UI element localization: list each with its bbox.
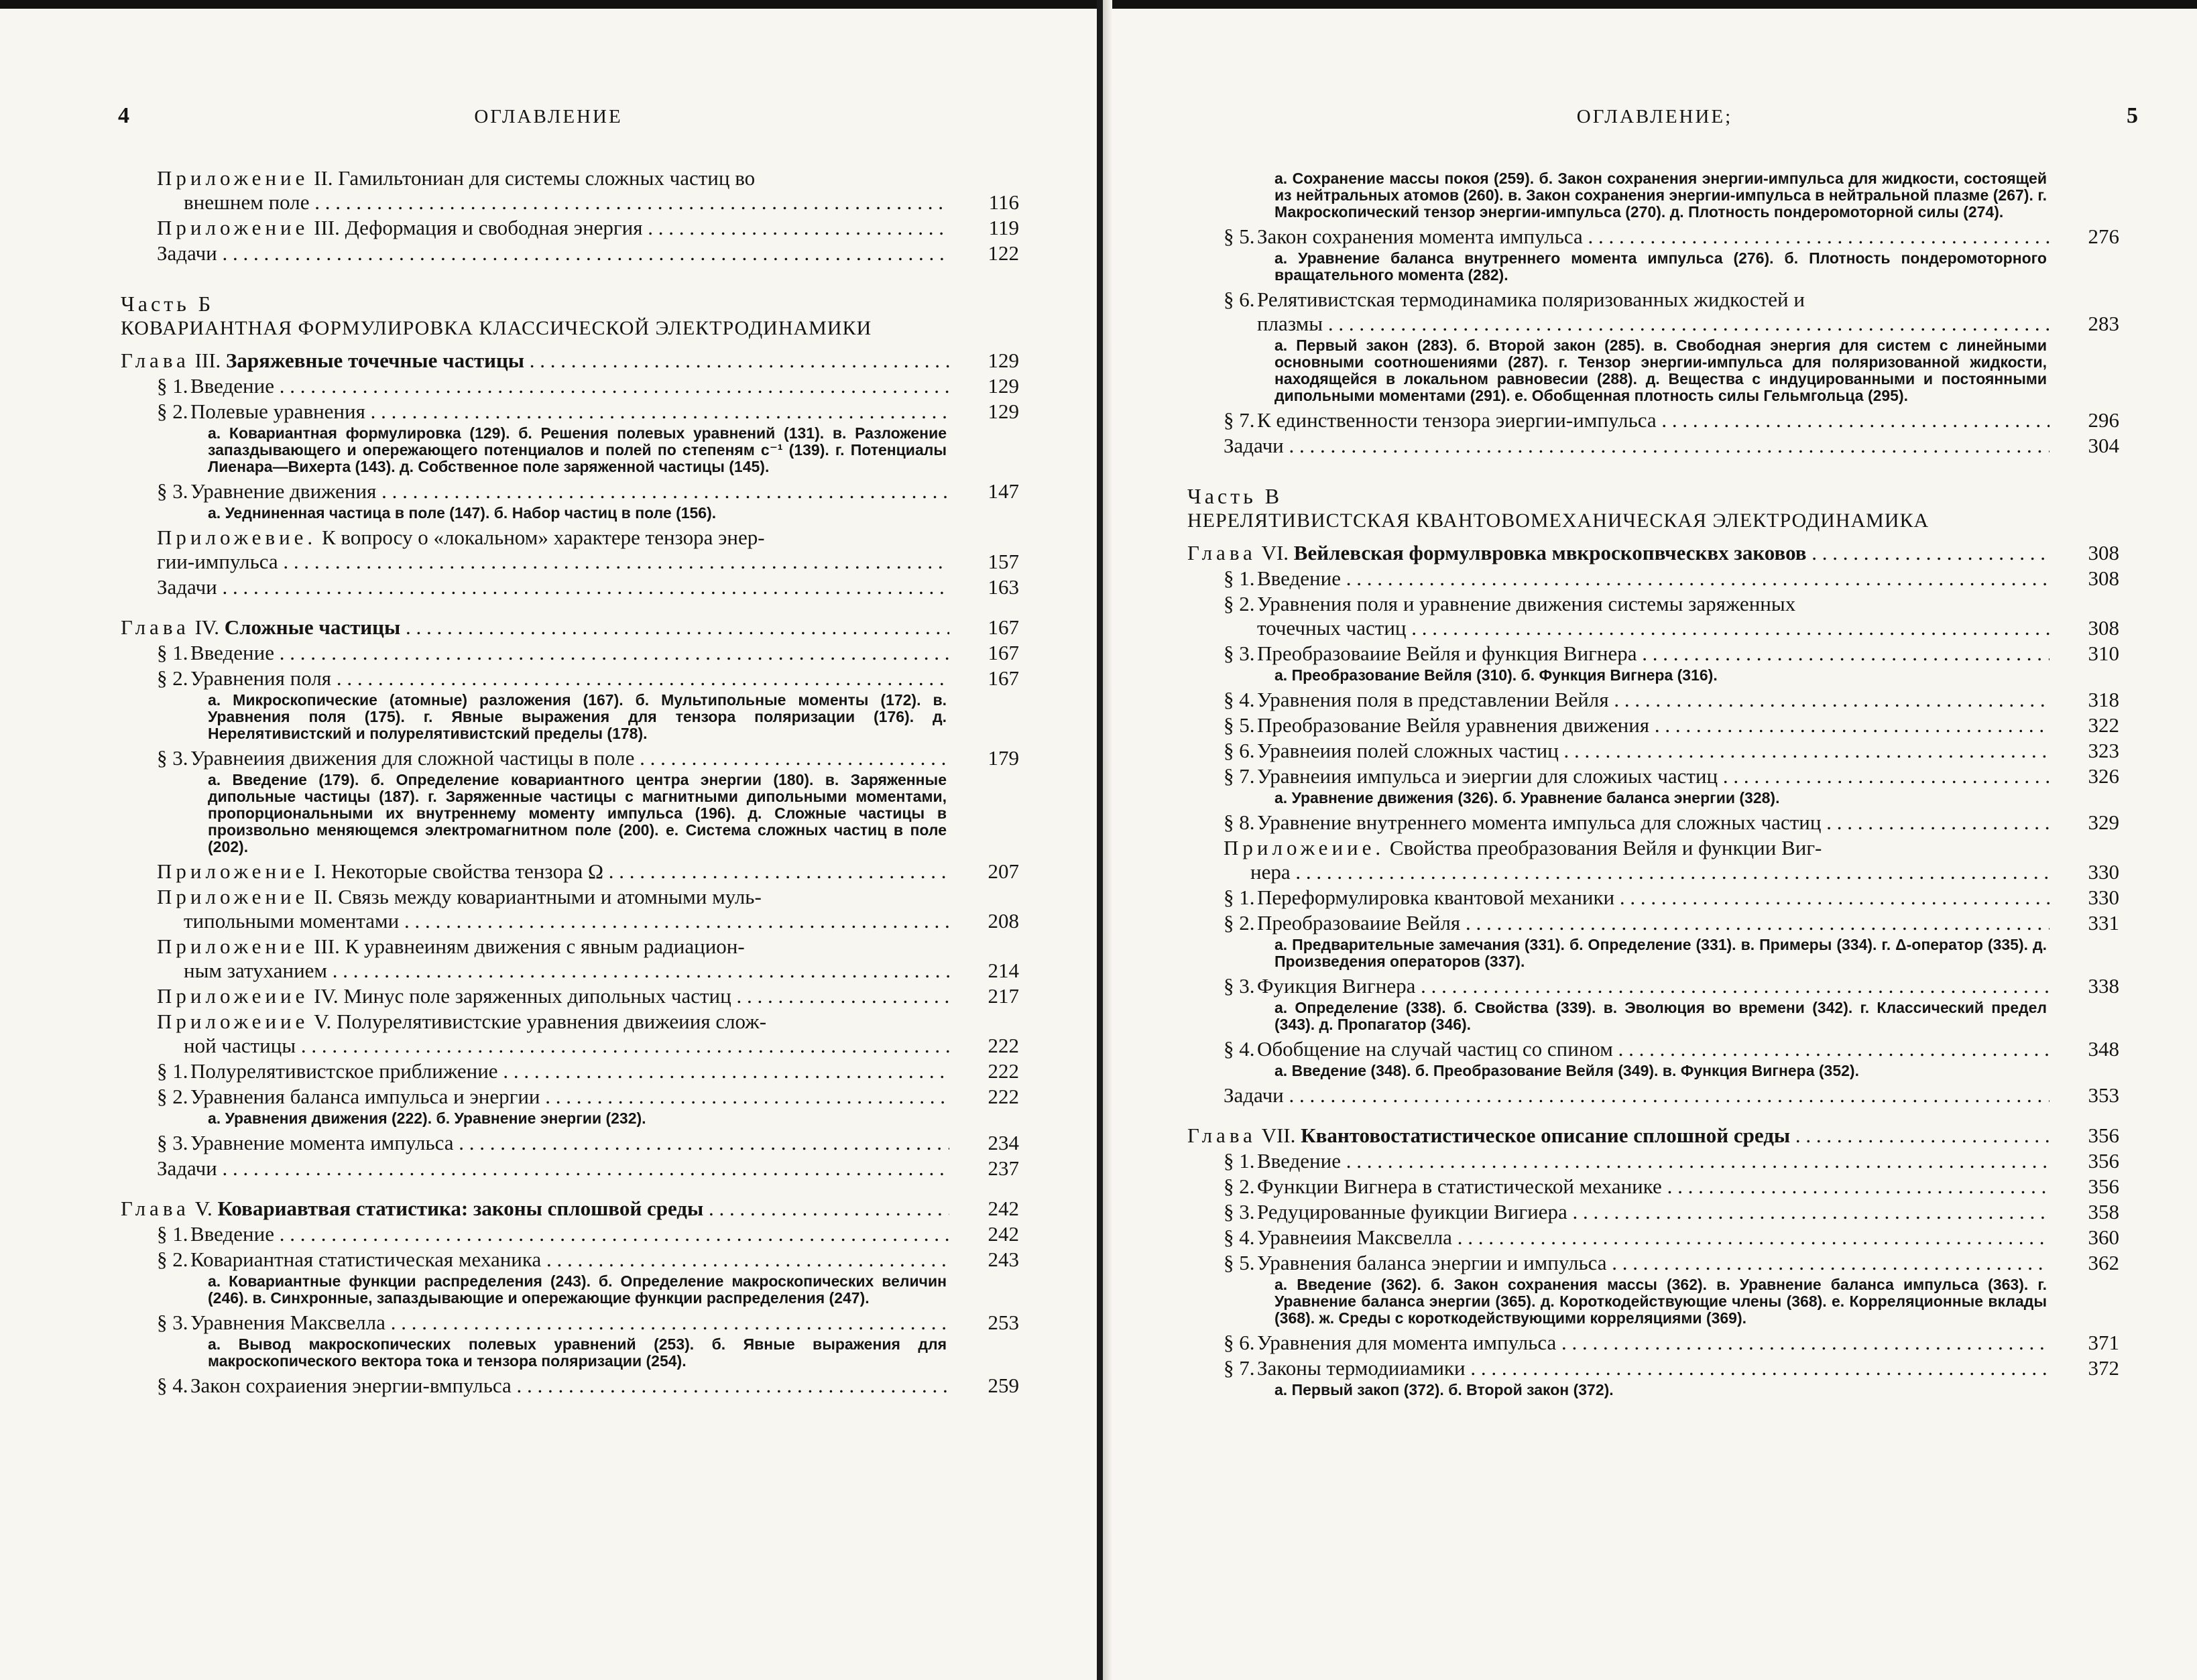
toc-chapter-7[interactable]: Глава VII. Квантовостатистическое описание сплошной среды . . . 356 (1187, 1124, 2119, 1148)
part-label: Часть В (1187, 484, 1283, 508)
section-abstract: а. Уедниненная частица в поле (147). б. Набор частиц в поле (156). (208, 504, 717, 522)
section-abstract: а. Введение (348). б. Преобразование Вейля (349). в. Функция Вигнера (352). (1274, 1062, 1859, 1079)
toc-right (1187, 169, 2119, 1402)
toc-chapter-6[interactable]: Глава VI. Вейлевская формулвровка мвкроскопвческвх заковов . . . 308 (1187, 541, 2119, 565)
toc-section[interactable]: § 1. Введение . . . 356 (1187, 1149, 2119, 1173)
right-page-header (1112, 103, 2197, 143)
toc-section[interactable]: § 4. Закон сохраиения энергии-вмпульса . . . 259 (121, 1374, 1019, 1398)
toc-section[interactable]: § 6. Релятивистская термодинамика поляризованных жидкостей и плазмы . . . 283 (1187, 288, 2119, 336)
page-ref: 116 (988, 190, 1019, 214)
toc-section[interactable]: § 8. Уравнение внутреннего момента импульса для сложных частиц . . . 329 (1187, 811, 2119, 835)
section-abstract: а. Ковариантные функции распределения (243). б. Определение макроскопических величин (246). в. Синхронные, запаздывающие и опережающие функции распределения (247). (208, 1272, 947, 1307)
toc-section[interactable]: § 5. Закон сохранения момента импульса . . . 276 (1187, 225, 2119, 249)
section-abstract: а. Определение (338). б. Свойства (339). в. Эволюция во времени (342). г. Классический предел (343). д. Пропагатор (346). (1274, 999, 2047, 1033)
part-title: КОВАРИАНТНАЯ ФОРМУЛИРОВКА КЛАССИЧЕСКОЙ ЭЛЕКТРОДИНАМИКИ (121, 317, 872, 339)
toc-entry-appendix[interactable]: Приложевие. К вопросу о «локальном» характере тензора энер- гии-импульса . . . 157 (121, 526, 1019, 574)
toc-entry-appendix[interactable]: Приложение I. Некоторые свойства тензора Ω . . . 207 (121, 859, 1019, 884)
toc-section[interactable]: § 2. Полевые уравнения . . . 129 (121, 400, 1019, 424)
toc-entry-tasks[interactable]: Задачи . . . 163 (121, 575, 1019, 599)
part-title: НЕРЕЛЯТИВИСТСКАЯ КВАНТОВОМЕХАНИЧЕСКАЯ ЭЛЕКТРОДИНАМИКА (1187, 509, 1929, 532)
toc-chapter-3[interactable]: Глава III. Заряжевные точечные частицы . . . 129 (121, 349, 1019, 373)
running-title: ОГЛАВЛЕНИЕ; (1576, 106, 1733, 127)
page-gutter (1097, 0, 1103, 1680)
section-abstract: а. Уравнения движения (222). б. Уравнение энергии (232). (208, 1109, 646, 1127)
toc-section[interactable]: § 1. Полурелятивистское приближение . . . 222 (121, 1059, 1019, 1083)
toc-entry-tasks[interactable]: Задачи . . . 122 (121, 241, 1019, 265)
page-number: 4 (118, 103, 129, 128)
toc-section[interactable]: § 2. Уравнения поля и уравнение движения системы заряженных точечных частиц . . . 308 (1187, 592, 2119, 640)
toc-section[interactable]: § 7. Законы термодииамики . . . 372 (1187, 1356, 2119, 1380)
toc-entry-tasks[interactable]: Задачи . . . 237 (121, 1156, 1019, 1181)
toc-section[interactable]: § 4. Уравнения поля в представлении Вейля . . . 318 (1187, 688, 2119, 712)
right-page (1112, 0, 2197, 1680)
section-abstract: а. Сохранение массы покоя (259). б. Закон сохранения энергии-импульса для жидкости, состоящей из нейтральных атомов (260). в. Закон сохранения энергии-импульса в нейтральной плазме (267). г. Макроскопический тензор энергии-импульса (270). д. Плотность пондеромоторной силы (274). (1274, 170, 2047, 221)
left-page-header (0, 103, 1097, 143)
running-title: ОГЛАВЛЕНИЕ (474, 106, 623, 127)
toc-entry-appendix[interactable]: Приложеиие V. Полурелятивистские уравнения движеиия слож- ной частицы . . . 222 (121, 1010, 1019, 1058)
toc-section[interactable]: § 4. Обобщение на случай частиц со спином . . . 348 (1187, 1037, 2119, 1061)
toc-section[interactable]: § 3. Уравнение движения . . . 147 (121, 479, 1019, 503)
toc-entry-appendix[interactable]: Приложеиие IV. Минус поле заряженных дипольных частиц . . . 217 (121, 984, 1019, 1008)
toc-section[interactable]: § 2. Преобразоваиие Вейля . . . 331 (1187, 911, 2119, 935)
toc-section[interactable]: § 6. Уравнения для момента импульса . . . 371 (1187, 1331, 2119, 1355)
toc-section[interactable]: § 1. Переформулировка квантовой механики . . . 330 (1187, 886, 2119, 910)
toc-section[interactable]: § 2. Уравнения баланса импульса и энергии . . . 222 (121, 1085, 1019, 1109)
toc-section[interactable]: § 3. Уравнения Максвелла . . . 253 (121, 1311, 1019, 1335)
section-abstract: а. Введение (179). б. Определение ковариантного центра энергии (180). в. Заряженные дипольные частицы (187). г. Заряженные частицы с магнитными дипольными моментами, пропорциональными их внутреннему моменту импульса (196). д. Сложные частицы в произвольно меняющемся электромагнитном поле (200). е. Система сложных частиц в поле (202). (208, 771, 947, 855)
toc-section[interactable]: § 4. Уравнеиия Максвелла . . . 360 (1187, 1225, 2119, 1250)
toc-section[interactable]: § 3. Уравнение момента импульса . . . 234 (121, 1131, 1019, 1155)
section-abstract: а. Введение (362). б. Закон сохранения массы (362). в. Уравнение баланса импульса (363). г. Уравнение баланса энергии (365). д. Короткодействующие члены (368). е. Корреляционные вклады (368). ж. Среды с короткодействующими корреляциями (369). (1274, 1276, 2047, 1327)
section-abstract: а. Преобразование Вейля (310). б. Функция Вигнера (316). (1274, 666, 1718, 684)
toc-chapter-4[interactable]: Глава IV. Сложные частицы . . . 167 (121, 615, 1019, 640)
gutter-shadow (1103, 0, 1112, 1680)
toc-section[interactable]: § 1. Введение . . . 308 (1187, 566, 2119, 591)
toc-section[interactable]: § 2. Функции Вигнера в статистической механике . . . 356 (1187, 1175, 2119, 1199)
toc-entry-tasks[interactable]: Задачи . . . 304 (1187, 434, 2119, 458)
toc-section[interactable]: § 1. Введение . . . 167 (121, 641, 1019, 665)
section-abstract: а. Уравнение движения (326). б. Уравнение баланса энергии (328). (1274, 789, 1780, 806)
section-abstract: а. Уравнение баланса внутреннего момента импульса (276). б. Плотность пондеромоторного вращательного момента (282). (1274, 249, 2047, 284)
toc-entry-tasks[interactable]: Задачи . . . 353 (1187, 1083, 2119, 1107)
section-abstract: а. Ковариантная формулировка (129). б. Решения полевых уравнений (131). в. Разложение запаздывающего и опережающего потенциалов и полей по степеням c⁻¹ (139). г. Потенциалы Лиенара—Вихерта (143). д. Собственное поле заряженной частицы (145). (208, 424, 947, 475)
section-abstract: а. Первый закон (283). б. Второй закон (285). в. Свободная энергия для систем с линейными основными соотношениями (287). г. Тензор энергии-импульса для поляризованной жидкости, находящейся в локальном равновесии (288). д. Вещества с индуцированными и постоянными дипольными моментами (291). е. Обобщенная плотность силы Гельмгольца (295). (1274, 337, 2047, 404)
toc-section[interactable]: § 1. Введение . . . 242 (121, 1222, 1019, 1246)
toc-section[interactable]: § 3. Фуикция Вигнера . . . 338 (1187, 974, 2119, 998)
toc-section[interactable]: § 7. К единственности тензора эиергии-импульса . . . 296 (1187, 408, 2119, 432)
section-abstract: а. Первый закоп (372). б. Второй закон (372). (1274, 1381, 1614, 1398)
part-label: Часть Б (121, 292, 215, 316)
toc-section[interactable]: § 7. Уравнеиия импульса и эиергии для сложиых частиц . . . 326 (1187, 764, 2119, 788)
toc-entry-appendix-3[interactable]: Приложение III. Деформация и свободная энергия . . . 119 (121, 216, 1019, 240)
toc-section[interactable]: § 3. Уравнеиия движения для сложной частицы в поле . . . 179 (121, 746, 1019, 770)
left-page (0, 0, 1097, 1680)
toc-entry-appendix-2[interactable]: Приложение II. Гамильтониан для системы сложных частиц во внешнем поле . . . 116 (121, 166, 1019, 215)
toc-left (121, 165, 1019, 1398)
toc-entry-appendix[interactable]: Приложение III. К уравнеиням движения с явным радиацион- ным затуханием . . . 214 (121, 935, 1019, 983)
page-number: 5 (2127, 103, 2138, 128)
toc-section[interactable]: § 2. Ковариантная статистическая механика . . . 243 (121, 1248, 1019, 1272)
toc-section[interactable]: § 6. Уравнеиия полей сложных частиц . . . 323 (1187, 739, 2119, 763)
section-abstract: а. Вывод макроскопических полевых уравнений (253). б. Явные выражения для макроскопического вектора тока и тензора поляризации (254). (208, 1335, 947, 1370)
toc-section[interactable]: § 5. Уравнения баланса энергии и импульса . . . 362 (1187, 1251, 2119, 1275)
toc-section[interactable]: § 3. Редуцированные фуикции Вигиера . . . 358 (1187, 1200, 2119, 1224)
toc-section[interactable]: § 5. Преобразование Вейля уравнения движения . . . 322 (1187, 713, 2119, 737)
toc-entry-appendix[interactable]: Приложение II. Связь между ковариантными и атомными муль- типольными моментами . . . 208 (121, 885, 1019, 933)
toc-section[interactable]: § 3. Преобразоваиие Вейля и функция Вигнера . . . 310 (1187, 642, 2119, 666)
section-abstract: а. Предварительные замечания (331). б. Определение (331). в. Примеры (334). г. Δ-оператор (335). д. Произведения операторов (337). (1274, 936, 2047, 970)
toc-section[interactable]: § 2. Уравнения поля . . . 167 (121, 666, 1019, 691)
toc-section[interactable]: § 1. Введение . . . 129 (121, 374, 1019, 398)
toc-entry-appendix[interactable]: Приложеиие. Свойства преобразования Вейля и функции Виг- нера . . . 330 (1187, 836, 2119, 884)
section-abstract: а. Микроскопические (атомные) разложения (167). б. Мультипольные моменты (172). в. Уравнения поля (175). г. Явные выражения для тензора поляризации (176). д. Нерелятивистский и полурелятивистский пределы (178). (208, 691, 947, 742)
toc-chapter-5[interactable]: Глава V. Ковариавтвая статистика: законы сплошвой среды . . . 242 (121, 1197, 1019, 1221)
